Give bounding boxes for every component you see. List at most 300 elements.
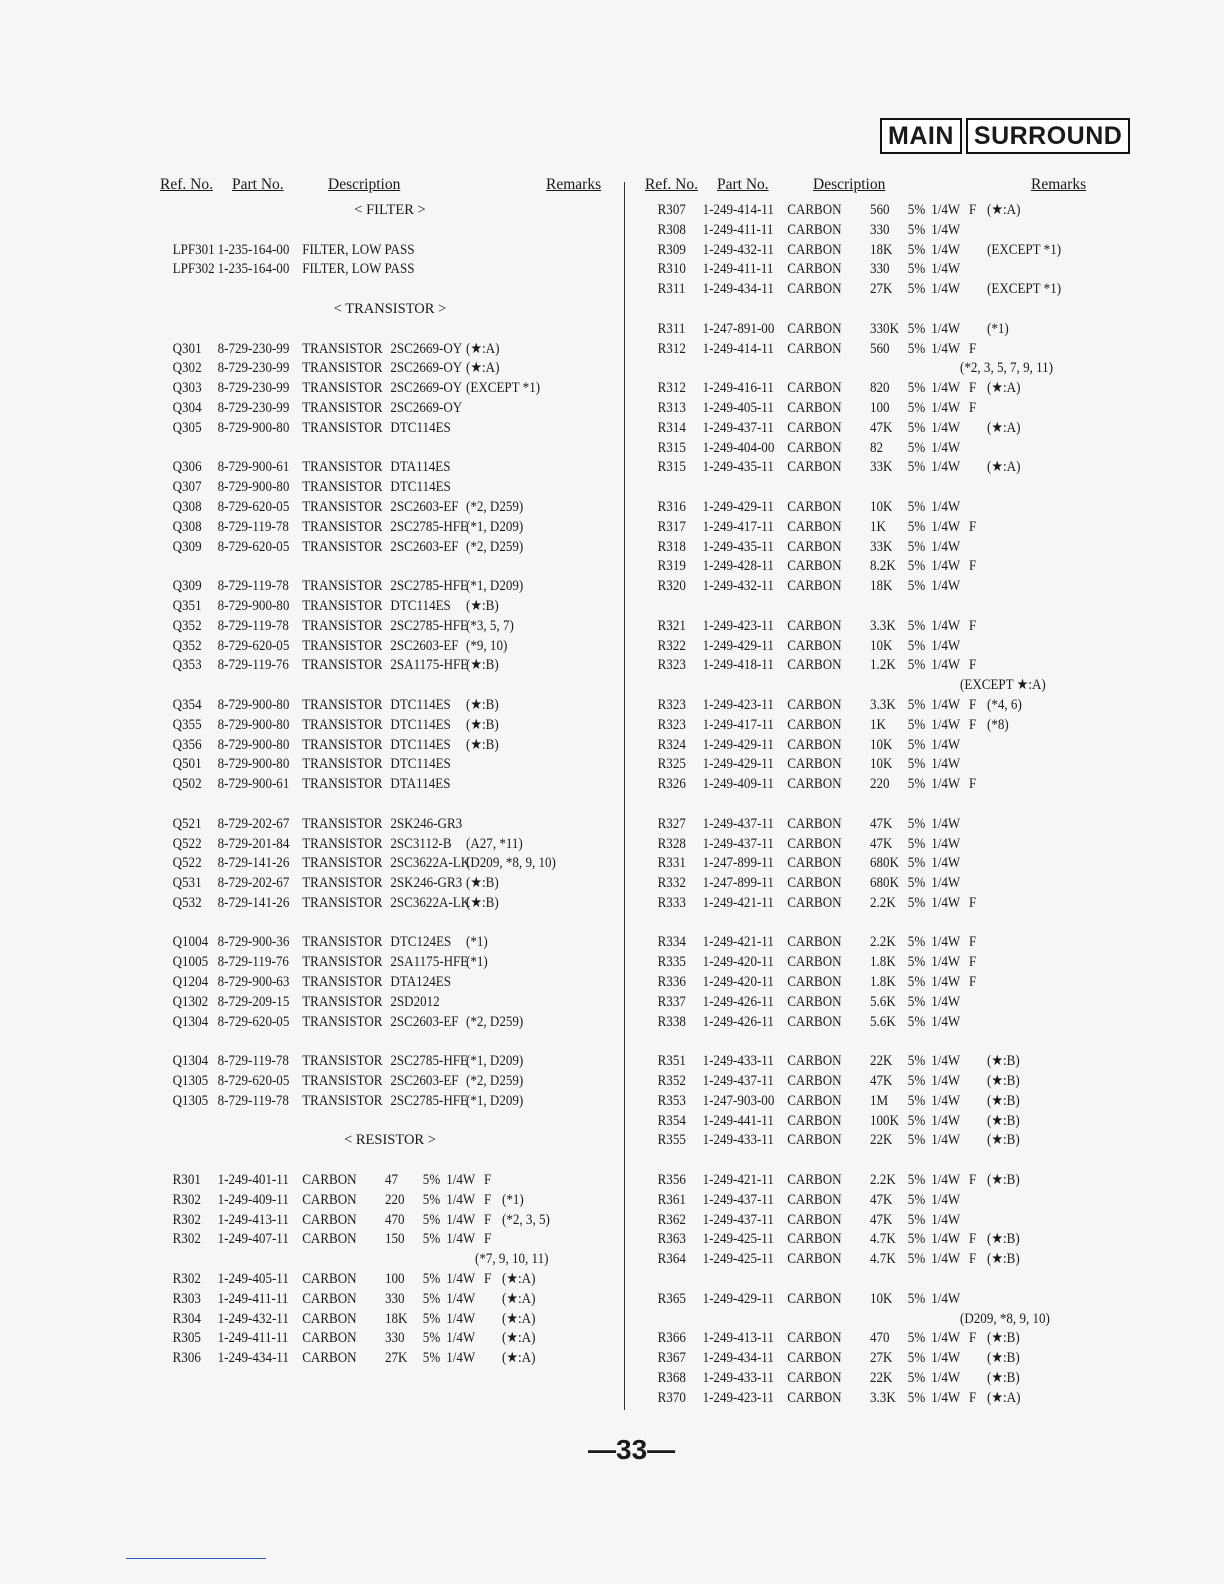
ref-no: Q1304 [172,1053,209,1070]
wattage: 1/4W [931,716,961,733]
ref-no: R337 [657,993,686,1010]
ref-no: R354 [657,1112,686,1129]
part-row [160,499,620,519]
ref-no: Q354 [172,696,202,713]
part-row [160,578,620,598]
remarks: (★:B) [987,1330,1020,1347]
value: 5.6K [870,993,896,1010]
part-no: 1-249-407-11 [217,1231,289,1248]
part-no: 8-729-202-67 [217,815,290,832]
ref-no: R355 [657,1132,686,1149]
value: 18K [870,578,893,595]
description: CARBON [787,974,842,991]
tolerance: 5% [422,1350,441,1367]
tag-main: MAIN [880,118,962,154]
value: 10K [870,637,893,654]
part-row [645,1113,1100,1133]
part-row [645,519,1100,539]
column-header [645,176,1100,202]
flag: F [484,1231,492,1248]
part-no: 8-729-900-61 [217,776,290,793]
header-ref: Ref. No. [645,176,698,193]
description: TRANSISTOR [302,340,383,357]
part-row [645,222,1100,242]
remarks: (★:B) [987,1132,1020,1149]
part-no: 1-249-441-11 [702,1112,774,1129]
description: CARBON [787,875,842,892]
ref-no: R302 [172,1231,201,1248]
part-row [645,1212,1100,1232]
remark-continuation [645,1311,1100,1331]
value: 2SC2603-EF [390,538,459,555]
tolerance: 5% [422,1271,441,1288]
part-no: 8-729-141-26 [217,894,290,911]
right-column [645,176,1100,1410]
remarks: (*3, 5, 7) [466,617,514,634]
part-no: 1-249-425-11 [702,1231,774,1248]
part-row [645,618,1100,638]
tolerance: 5% [907,954,926,971]
part-row [645,994,1100,1014]
description: CARBON [787,221,842,238]
value: 1.2K [870,657,896,674]
flag: F [969,202,977,218]
row-gap [645,479,1100,499]
footer-rule [126,1558,266,1559]
part-row [160,954,620,974]
remarks: (EXCEPT *1) [466,380,541,397]
remarks: (*1, D209) [466,518,524,535]
part-no: 8-729-141-26 [217,855,290,872]
description: CARBON [302,1310,357,1327]
description: CARBON [302,1231,357,1248]
description: CARBON [787,894,842,911]
description: CARBON [787,1231,842,1248]
description: CARBON [302,1172,357,1189]
remarks: (★:B) [466,875,499,892]
flag: F [969,657,977,674]
description: TRANSISTOR [302,1073,383,1090]
description: TRANSISTOR [302,835,383,852]
ref-no: Q353 [172,657,202,674]
value: 2SC2785-HFE [390,578,468,595]
flag: F [969,1172,977,1189]
description: CARBON [787,1013,842,1030]
value: 2SD2012 [390,993,440,1010]
description: TRANSISTOR [302,479,383,496]
wattage: 1/4W [446,1350,476,1367]
value: 8.2K [870,558,896,575]
part-row [160,479,620,499]
description: CARBON [787,1251,842,1268]
flag: F [969,696,977,713]
part-no: 8-729-900-80 [217,479,290,496]
description: CARBON [787,1370,842,1387]
ref-no: Q521 [172,815,202,832]
value: 560 [870,340,890,357]
part-row [645,1350,1100,1370]
part-row [645,776,1100,796]
ref-no: Q1204 [172,974,209,991]
remarks: (*9, 10) [466,637,508,654]
remarks: (★:B) [987,1251,1020,1268]
ref-no: Q522 [172,835,202,852]
description: TRANSISTOR [302,776,383,793]
header-remarks: Remarks [546,176,602,193]
ref-no: R368 [657,1370,686,1387]
tolerance: 5% [907,835,926,852]
wattage: 1/4W [931,340,961,357]
row-gap [160,1152,620,1172]
part-row [645,440,1100,460]
part-no: 8-729-119-78 [217,617,289,634]
value: 47K [870,835,893,852]
tolerance: 5% [907,1092,926,1109]
part-no: 8-729-900-80 [217,696,290,713]
ref-no: Q522 [172,855,202,872]
part-no: 1-249-435-11 [702,538,774,555]
part-row [160,638,620,658]
description: CARBON [787,578,842,595]
ref-no: R318 [657,538,686,555]
ref-no: R317 [657,518,686,535]
value: 330 [385,1290,405,1307]
part-row [160,1093,620,1113]
ref-no: R305 [172,1330,201,1347]
part-row [645,202,1100,222]
description: CARBON [787,320,842,337]
tolerance: 5% [907,281,926,298]
part-no: 8-729-119-78 [217,578,289,595]
part-no: 1-249-405-11 [217,1271,289,1288]
part-no: 1-249-432-11 [702,241,774,258]
tolerance: 5% [907,1350,926,1367]
wattage: 1/4W [931,221,961,238]
part-row [160,855,620,875]
row-gap [645,1271,1100,1291]
part-row [160,836,620,856]
value: 47K [870,1191,893,1208]
description: CARBON [302,1290,357,1307]
wattage: 1/4W [931,1053,961,1070]
flag: F [484,1172,492,1189]
wattage: 1/4W [931,1330,961,1347]
row-gap [160,281,620,301]
ref-no: Q532 [172,894,202,911]
remarks: (★:B) [987,1172,1020,1189]
description: CARBON [787,538,842,555]
value: DTC114ES [390,479,451,496]
flag: F [969,1251,977,1268]
flag: F [969,934,977,951]
value: 4.7K [870,1251,896,1268]
ref-no: R312 [657,380,686,397]
part-no: 1-247-899-11 [702,855,774,872]
row-gap [160,558,620,578]
part-no: 1-249-417-11 [702,716,774,733]
remarks: (D209, *8, 9, 10) [466,855,556,872]
part-no: 1-235-164-00 [217,261,290,278]
tolerance: 5% [907,578,926,595]
description: TRANSISTOR [302,657,383,674]
description: CARBON [787,518,842,535]
tolerance: 5% [907,419,926,436]
part-row [645,934,1100,954]
description: CARBON [302,1330,357,1347]
wattage: 1/4W [931,1092,961,1109]
value: 2SC2785-HFE [390,518,468,535]
tolerance: 5% [907,1389,926,1406]
value: DTC114ES [390,716,451,733]
remarks: (★:A) [466,360,500,377]
description: CARBON [787,498,842,515]
value: 2SK246-GR3 [390,875,463,892]
ref-no: R309 [657,241,686,258]
part-no: 1-247-891-00 [702,320,775,337]
part-no: 1-249-437-11 [702,1191,774,1208]
part-row [160,1073,620,1093]
description: CARBON [787,558,842,575]
value: 10K [870,736,893,753]
ref-no: Q307 [172,479,202,496]
remarks: (★:B) [987,1092,1020,1109]
description: CARBON [787,241,842,258]
part-no: 1-249-411-11 [217,1290,289,1307]
part-row [160,539,620,559]
description: CARBON [787,1389,842,1406]
flag: F [969,1389,977,1406]
ref-no: R315 [657,439,686,456]
tolerance: 5% [907,241,926,258]
part-row [645,1073,1100,1093]
ref-no: R352 [657,1073,686,1090]
row-gap [160,677,620,697]
ref-no: R301 [172,1172,201,1189]
description: TRANSISTOR [302,360,383,377]
part-no: 1-249-421-11 [702,1172,774,1189]
value: 4.7K [870,1231,896,1248]
remarks: (★:B) [466,597,499,614]
part-row [160,756,620,776]
wattage: 1/4W [931,894,961,911]
value: 2SC2669-OY [390,360,463,377]
ref-no: R315 [657,459,686,476]
description: CARBON [787,954,842,971]
part-row [645,638,1100,658]
part-row [160,242,620,262]
part-row [160,360,620,380]
value: 18K [870,241,893,258]
wattage: 1/4W [931,518,961,535]
value: 2SC2785-HFE [390,1053,468,1070]
wattage: 1/4W [446,1172,476,1189]
description: TRANSISTOR [302,993,383,1010]
ref-no: R313 [657,399,686,416]
value: 2SA1175-HFE [390,954,469,971]
wattage: 1/4W [931,855,961,872]
wattage: 1/4W [446,1310,476,1327]
value: 2SC2603-EF [390,637,459,654]
description: CARBON [787,815,842,832]
part-row [160,1192,620,1212]
description: CARBON [787,776,842,793]
value: 2SK246-GR3 [390,815,463,832]
part-row [160,816,620,836]
part-no: 1-249-434-11 [702,281,774,298]
ref-no: R320 [657,578,686,595]
part-no: 1-249-414-11 [702,340,774,357]
value: 470 [385,1211,405,1228]
ref-no: Q352 [172,637,202,654]
remarks: (★:B) [466,657,499,674]
description: CARBON [302,1350,357,1367]
description: CARBON [787,855,842,872]
description: CARBON [787,1073,842,1090]
row-gap [645,598,1100,618]
left-column [160,176,620,1370]
ref-no: R351 [657,1053,686,1070]
wattage: 1/4W [931,776,961,793]
description: CARBON [787,617,842,634]
wattage: 1/4W [931,281,961,298]
value: 47K [870,1211,893,1228]
part-no: 8-729-119-78 [217,518,289,535]
remark-continuation [645,360,1100,380]
description: TRANSISTOR [302,974,383,991]
tolerance: 5% [907,380,926,397]
part-no: 8-729-620-05 [217,1073,290,1090]
column-header [160,176,620,202]
tolerance: 5% [907,993,926,1010]
header-remarks: Remarks [1031,176,1087,193]
part-row [645,539,1100,559]
wattage: 1/4W [931,756,961,773]
part-no: 1-249-435-11 [702,459,774,476]
description: TRANSISTOR [302,419,383,436]
description: TRANSISTOR [302,1053,383,1070]
description: TRANSISTOR [302,498,383,515]
part-row [160,697,620,717]
ref-no: Q1302 [172,993,209,1010]
ref-no: R332 [657,875,686,892]
tolerance: 5% [422,1231,441,1248]
remarks: (*1, D209) [466,578,524,595]
ref-no: R364 [657,1251,686,1268]
ref-no: R334 [657,934,686,951]
ref-no: R312 [657,340,686,357]
remarks: (D209, *8, 9, 10) [960,1310,1050,1327]
description: FILTER, LOW PASS [302,261,415,278]
value: 330 [385,1330,405,1347]
part-row [160,1350,620,1370]
description: TRANSISTOR [302,538,383,555]
description: CARBON [787,736,842,753]
part-no: 1-249-413-11 [702,1330,774,1347]
part-row [645,697,1100,717]
value: 22K [870,1053,893,1070]
remarks: (★:B) [466,894,499,911]
ref-no: LPF302 [172,261,215,278]
part-no: 1-249-416-11 [702,380,774,397]
part-no: 1-249-423-11 [702,1389,774,1406]
part-row [160,994,620,1014]
description: TRANSISTOR [302,459,383,476]
remarks: (*1) [502,1191,524,1208]
wattage: 1/4W [931,696,961,713]
remarks: (★:B) [987,1370,1020,1387]
tolerance: 5% [907,736,926,753]
row-gap [160,440,620,460]
description: TRANSISTOR [302,597,383,614]
part-no: 8-729-900-36 [217,934,290,951]
description: TRANSISTOR [302,756,383,773]
remarks: (EXCEPT *1) [987,241,1062,258]
description: CARBON [787,1053,842,1070]
part-no: 8-729-209-15 [217,993,290,1010]
wattage: 1/4W [931,993,961,1010]
part-row [645,657,1100,677]
row-gap [645,796,1100,816]
value: 1K [870,716,886,733]
part-no: 1-249-429-11 [702,1290,774,1307]
description: TRANSISTOR [302,617,383,634]
tolerance: 5% [907,1330,926,1347]
wattage: 1/4W [931,202,961,218]
value: 2SC2603-EF [390,1073,459,1090]
value: 2SC2785-HFE [390,1092,468,1109]
description: CARBON [302,1271,357,1288]
part-no: 1-249-405-11 [702,399,774,416]
wattage: 1/4W [931,1251,961,1268]
ref-no: R304 [172,1310,201,1327]
value: 220 [870,776,890,793]
part-no: 1-249-437-11 [702,1211,774,1228]
description: CARBON [787,756,842,773]
description: CARBON [787,1211,842,1228]
part-row [160,895,620,915]
ref-no: R328 [657,835,686,852]
part-row [160,717,620,737]
value: 2SC2669-OY [390,380,463,397]
value: 330 [870,221,890,238]
description: CARBON [787,696,842,713]
remarks: (*1) [466,934,488,951]
part-no: 1-249-429-11 [702,756,774,773]
value: 100 [870,399,890,416]
tolerance: 5% [907,202,926,218]
remarks: (*1, D209) [466,1092,524,1109]
tolerance: 5% [907,855,926,872]
part-no: 8-729-620-05 [217,1013,290,1030]
tolerance: 5% [907,1211,926,1228]
tolerance: 5% [907,657,926,674]
value: 330 [870,261,890,278]
wattage: 1/4W [931,875,961,892]
description: CARBON [787,1172,842,1189]
part-row [645,578,1100,598]
value: 2SC3622A-LK [390,894,471,911]
remarks: (*2, 3, 5, 7, 9, 11) [960,360,1054,377]
tolerance: 5% [907,756,926,773]
value: 150 [385,1231,405,1248]
flag: F [969,716,977,733]
part-no: 1-249-426-11 [702,1013,774,1030]
wattage: 1/4W [931,419,961,436]
wattage: 1/4W [931,1290,961,1307]
wattage: 1/4W [931,974,961,991]
part-row [160,875,620,895]
tolerance: 5% [422,1172,441,1189]
